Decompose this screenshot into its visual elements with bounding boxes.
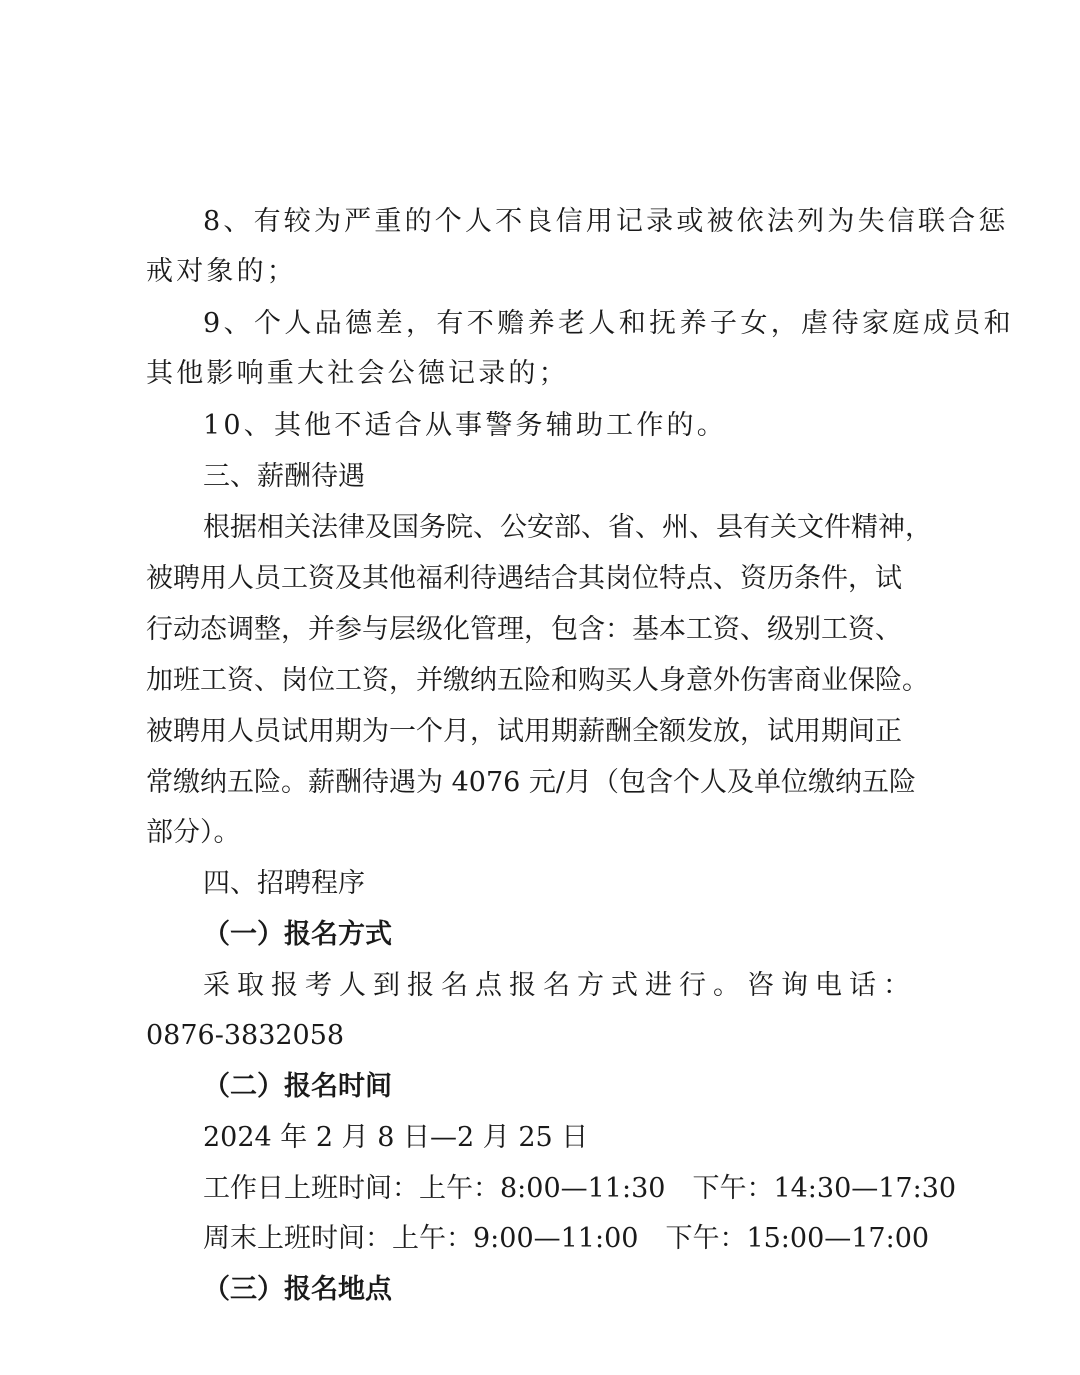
section3-line-7: 部分）。 <box>146 817 241 848</box>
item9-line2: 其他影响重大社会公德记录的； <box>146 358 569 389</box>
sub1-heading: （一）报名方式 <box>203 919 392 950</box>
section3-line-4: 加班工资、岗位工资，并缴纳五险和购买人身意外伤害商业保险。 <box>146 665 929 696</box>
sub2-weekend-hours: 周末上班时间：上午：9:00—11:00 下午：15:00—17:00 <box>203 1223 930 1254</box>
section3-line-5: 被聘用人员试用期为一个月，试用期薪酬全额发放，试用期间正 <box>146 716 902 747</box>
sub1-phone: 0876-3832058 <box>146 1020 345 1051</box>
item8-line2: 戒对象的； <box>146 256 297 287</box>
section4-heading: 四、招聘程序 <box>203 868 365 899</box>
section3-line-6: 常缴纳五险。薪酬待遇为 4076 元/月（包含个人及单位缴纳五险 <box>146 767 916 798</box>
sub1-line1: 采取报考人到报名点报名方式进行。咨询电话： <box>203 970 917 1001</box>
sub2-weekday-hours: 工作日上班时间：上午：8:00—11:30 下午：14:30—17:30 <box>203 1173 957 1204</box>
sub2-date: 2024 年 2 月 8 日—2 月 25 日 <box>203 1122 589 1153</box>
section3-line-1: 根据相关法律及国务院、公安部、省、州、县有关文件精神， <box>203 512 932 543</box>
sub2-heading: （二）报名时间 <box>203 1071 392 1102</box>
sub3-heading: （三）报名地点 <box>203 1274 392 1305</box>
item9-line1: 9、个人品德差，有不赡养老人和抚养子女，虐待家庭成员和 <box>203 308 1014 339</box>
section3-heading: 三、薪酬待遇 <box>203 461 365 492</box>
item8-line1: 8、有较为严重的个人不良信用记录或被依法列为失信联合惩 <box>203 206 1009 237</box>
section3-line-2: 被聘用人员工资及其他福利待遇结合其岗位特点、资历条件，试 <box>146 563 902 594</box>
section3-line-3: 行动态调整，并参与层级化管理，包含：基本工资、级别工资、 <box>146 614 902 645</box>
item10-line: 10、其他不适合从事警务辅助工作的。 <box>203 410 727 441</box>
